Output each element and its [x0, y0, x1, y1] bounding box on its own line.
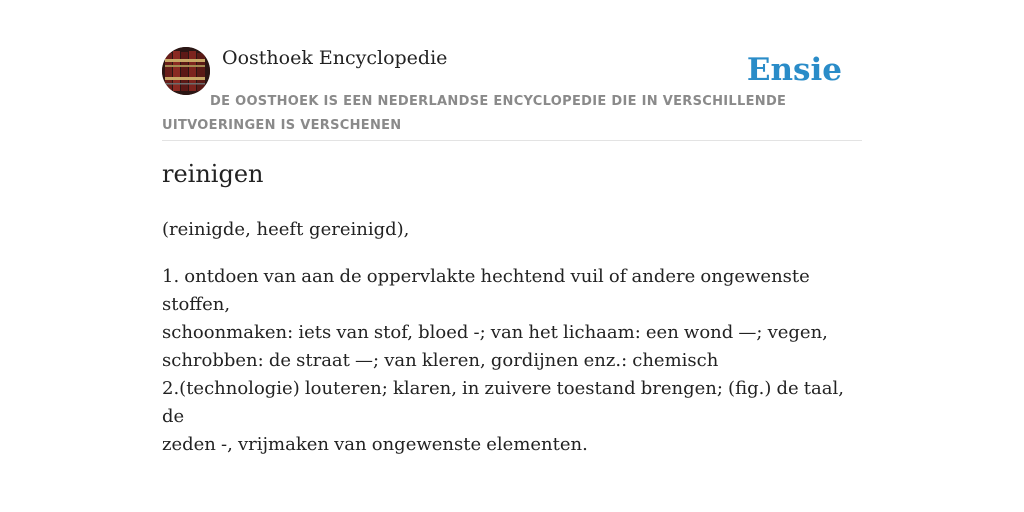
encyclopedia-books-icon[interactable] [162, 47, 210, 95]
definition-line: schrobben: de straat —; van kleren, gordijnen enz.: chemisch [162, 350, 719, 371]
source-description: DE OOSTHOEK IS EEN NEDERLANDSE ENCYCLOPEDIE DIE IN VERSCHILLENDE UITVOERINGEN IS VERSCHENEN [162, 94, 787, 133]
entry-definition [162, 263, 862, 459]
definition-line: zeden -, vrijmaken van ongewenste elementen. [162, 434, 588, 455]
brand-logo[interactable]: Ensie [746, 52, 842, 88]
definition-line: schoonmaken: iets van stof, bloed -; van het lichaam: een wond —; vegen, [162, 322, 828, 343]
source-name[interactable]: Oosthoek Encyclopedie [222, 47, 448, 69]
definition-line: 1. ontdoen van aan de oppervlakte hechtend vuil of andere ongewenste stoffen, [162, 266, 810, 315]
entry-title: reinigen [162, 160, 264, 188]
entry-forms: (reinigde, heeft gereinigd), [162, 219, 410, 240]
source-header [162, 40, 862, 141]
definition-line: 2.(technologie) louteren; klaren, in zuivere toestand brengen; (fig.) de taal, de [162, 378, 844, 427]
